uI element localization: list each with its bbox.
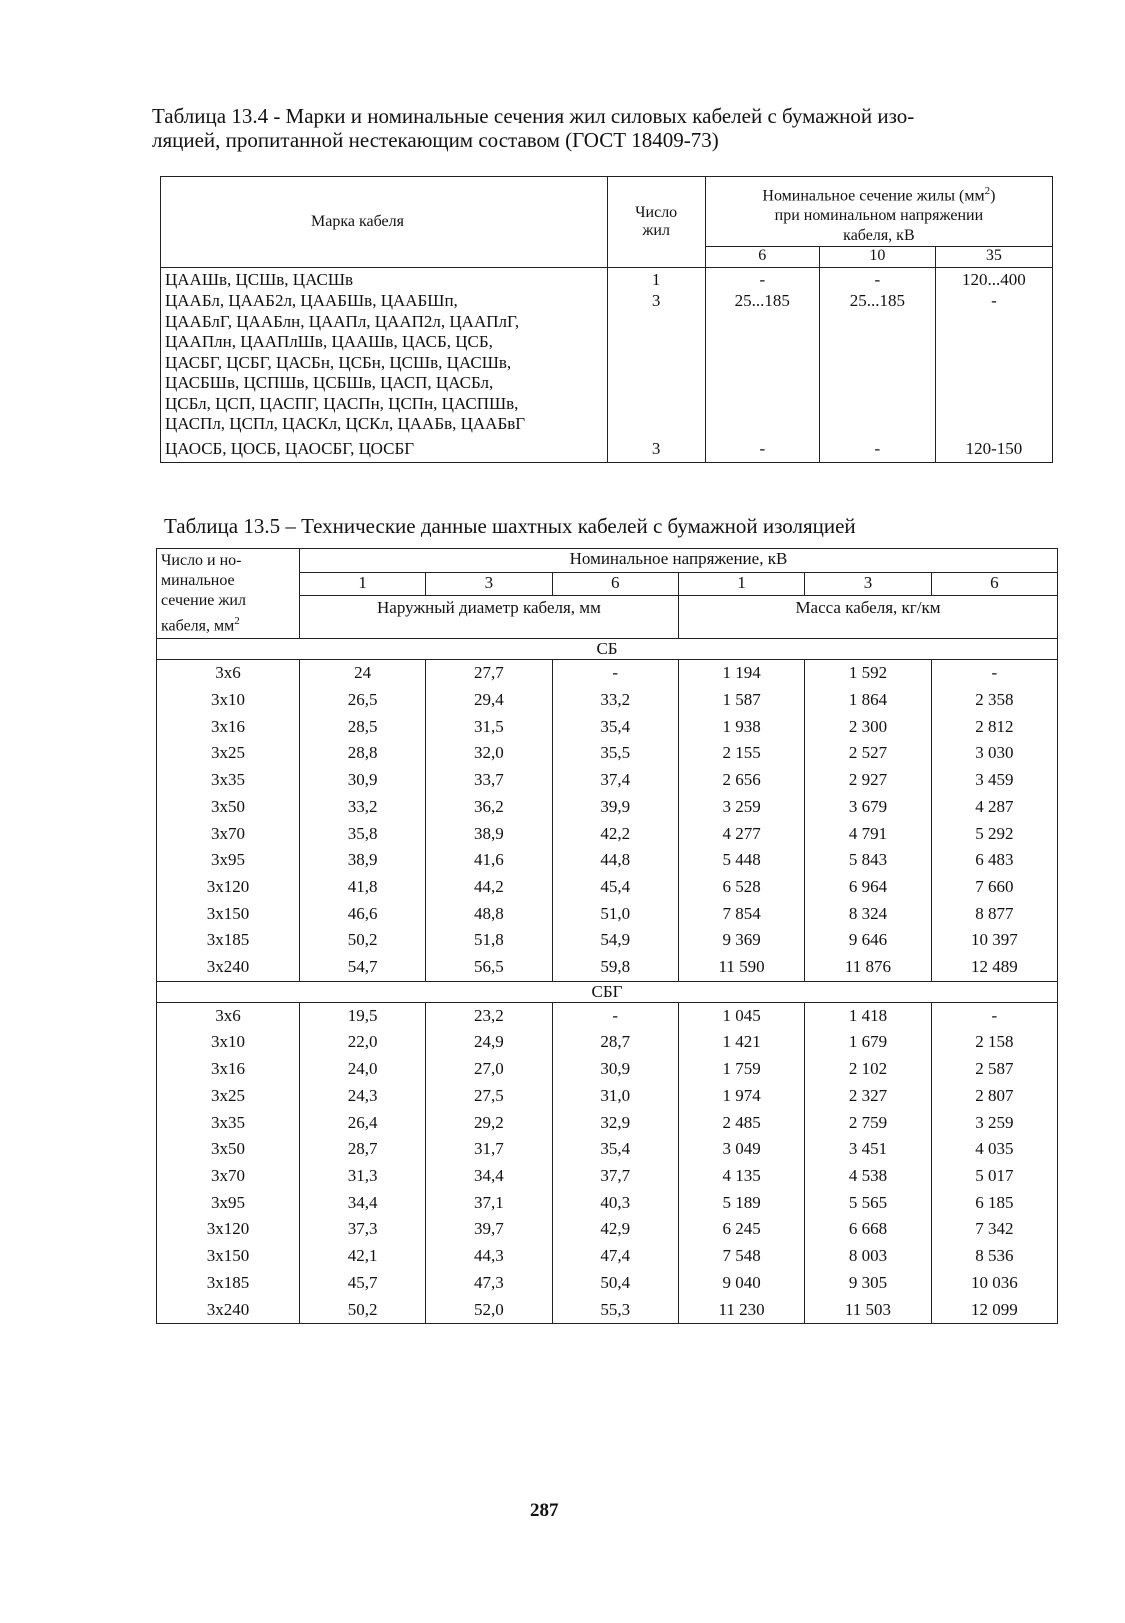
m6-value: 5 292 [975,823,1014,843]
section-cell [157,1002,300,1323]
m1-value: 4 277 [722,823,761,843]
m3-value: 4 538 [848,1165,888,1185]
d6-value: 39,9 [600,796,631,816]
section-value: 3x50 [210,796,245,816]
d6-value: 45,4 [600,876,631,896]
m3-value: 3 679 [848,796,888,816]
d6-value: 44,8 [600,850,631,870]
brand-line: ЦСБл, ЦСП, ЦАСПГ, ЦАСПн, ЦСПн, ЦАСПШв, [165,393,519,413]
header-6kv: 6 [705,247,819,268]
d6-value: 51,0 [600,903,631,923]
d6-value: - [612,663,619,683]
section-value: 3x150 [206,1246,250,1266]
d6-cell [552,660,678,981]
m6-value: 7 660 [975,876,1014,896]
m3-value: 8 003 [848,1246,888,1266]
section-value: 3x95 [210,850,245,870]
m3-value: 9 646 [848,930,888,950]
brand-line: ЦАОСБ, ЦОСБ, ЦАОСБГ, ЦОСБГ [165,439,415,459]
d3-value: 29,4 [474,690,504,710]
d6-value: 37,4 [600,770,631,790]
m1-value: 7 854 [722,903,761,923]
m1-value: 1 421 [722,1032,761,1052]
m6-value: 10 036 [970,1272,1018,1292]
m3-value: 11 876 [844,957,892,977]
header-section-text: Номинальное сечение жилы (мм [762,187,985,205]
m1-value: 5 448 [722,850,761,870]
d6-value: 35,4 [600,1139,631,1159]
section-value: 3x185 [206,1272,250,1292]
d1-value: 34,4 [347,1192,378,1212]
d3-value: 29,2 [474,1112,504,1132]
v10-value: - [874,270,881,290]
d3-value: 41,6 [474,850,504,870]
header-voltage-value: 6 [552,572,678,596]
d3-value: 33,7 [474,770,504,790]
v10-value: 25...185 [849,290,905,310]
m3-value: 4 791 [848,823,888,843]
header-section-line-1 [706,181,1052,206]
m6-value: 12 489 [970,957,1018,977]
m6-value: - [991,1005,998,1025]
m1-value: 6 245 [722,1219,761,1239]
m1-value: 9 040 [722,1272,761,1292]
d3-value: 47,3 [474,1272,504,1292]
section-value: 3x16 [210,1059,245,1079]
m1-value: 3 259 [722,796,761,816]
caption-line-1: Таблица 13.4 - Марки и номинальные сечения жил силовых кабелей с бумажной изо- [152,104,915,128]
m6-cell [931,660,1057,981]
d3-value: 23,2 [474,1005,504,1025]
m6-value: 2 812 [975,716,1014,736]
m1-cell [678,660,804,981]
d3-value: 48,8 [474,903,504,923]
d1-value: 50,2 [347,1299,378,1319]
m3-value: 1 592 [848,663,888,683]
d3-value: 27,0 [474,1059,504,1079]
table-13-5 [156,548,1058,1324]
cores-cell [607,268,705,437]
m1-value: 6 528 [722,876,761,896]
m6-value: 6 185 [975,1192,1014,1212]
m6-value: 8 877 [975,903,1014,923]
d6-value: 50,4 [600,1272,631,1292]
m1-value: 1 194 [722,663,761,683]
corner-line [161,611,295,636]
d6-value: 59,8 [600,957,631,977]
d6-value: 40,3 [600,1192,631,1212]
m6-value: 12 099 [970,1299,1018,1319]
section-value: 3x35 [210,1112,245,1132]
d1-value: 24,0 [347,1059,378,1079]
brand-line: ЦААБлГ, ЦААБлн, ЦААПл, ЦААП2л, ЦААПлГ, [165,311,520,331]
brands-cell [161,268,608,437]
m3-cell [805,660,931,981]
d6-value: 33,2 [600,690,631,710]
m3-value: 1 418 [848,1005,888,1025]
d3-value: 27,7 [474,663,504,683]
d6-value: 37,7 [600,1165,631,1185]
d1-value: 28,8 [347,743,378,763]
v6-cell [705,268,819,437]
d6-value: 35,4 [600,716,631,736]
m1-value: 1 045 [722,1005,761,1025]
brand-line: ЦААШв, ЦСШв, ЦАСШв [165,270,354,290]
v35-cell [935,268,1052,437]
d6-value: 42,2 [600,823,631,843]
d6-value: 35,5 [600,743,631,763]
v35-value: 120...400 [962,270,1026,290]
d1-value: 38,9 [347,850,378,870]
d1-value: 50,2 [347,930,378,950]
m1-value: 4 135 [722,1165,761,1185]
m6-value: 10 397 [970,930,1018,950]
v10-cell [819,268,935,437]
section-value: 3x6 [215,663,241,683]
d3-value: 52,0 [474,1299,504,1319]
brand-line: ЦААБл, ЦААБ2л, ЦААБШв, ЦААБШп, [165,290,458,310]
table-13-4-caption [152,104,1052,152]
d3-cell [426,660,552,981]
d6-value: 55,3 [600,1299,631,1319]
d6-value: 28,7 [600,1032,631,1052]
m6-value: 2 807 [975,1085,1014,1105]
table-row [161,268,1053,437]
header-cores-text: Число жил [635,204,678,240]
group-label: СБГ [157,981,1058,1002]
header-voltage-value: 3 [426,572,552,596]
m3-value: 5 843 [848,850,888,870]
m3-value: 2 327 [848,1085,888,1105]
m6-value: 6 483 [975,850,1014,870]
header-section-end: ) [990,187,996,205]
m6-value: 3 259 [975,1112,1014,1132]
header-corner [157,549,300,639]
v6-value: 25...185 [734,290,790,310]
d6-value: 31,0 [600,1085,631,1105]
m3-value: 6 964 [848,876,888,896]
m1-value: 2 485 [722,1112,761,1132]
d6-value: - [612,1005,619,1025]
group-label: СБ [157,639,1058,660]
m6-value: 2 587 [975,1059,1014,1079]
header-voltage: Номинальное напряжение, кВ [299,549,1057,573]
cores-value: 3 [651,290,661,310]
v6-value: - [705,437,819,462]
section-value: 3x120 [206,1219,250,1239]
section-value: 3x70 [210,1165,245,1185]
m6-cell [931,1002,1057,1323]
m1-value: 3 049 [722,1139,761,1159]
d1-value: 28,7 [347,1139,378,1159]
v10-value: - [819,437,935,462]
caption-line-2: ляцией, пропитанной нестекающим составом (ГОСТ 18409-73) [152,128,719,152]
header-section [705,177,1052,247]
d1-value: 46,6 [347,903,378,923]
d1-value: 24 [354,663,372,683]
section-value: 3x95 [210,1192,245,1212]
m6-value: 7 342 [975,1219,1014,1239]
m3-cell [805,1002,931,1323]
m1-value: 1 587 [722,690,761,710]
m3-value: 6 668 [848,1219,888,1239]
section-value: 3x16 [210,716,245,736]
d3-value: 37,1 [474,1192,504,1212]
corner-line: сечение жил [161,592,246,609]
group-row [157,981,1058,1002]
v6-value: - [759,270,766,290]
m1-cell [678,1002,804,1323]
section-value: 3x50 [210,1139,245,1159]
d1-value: 19,5 [347,1005,378,1025]
brand-line: ЦААПлн, ЦААПлШв, ЦААШв, ЦАСБ, ЦСБ, [165,332,493,352]
m1-value: 1 759 [722,1059,761,1079]
m1-value: 11 230 [718,1299,765,1319]
header-voltage-value: 1 [678,572,804,596]
d6-value: 42,9 [600,1219,631,1239]
d3-cell [426,1002,552,1323]
section-value: 3x6 [215,1005,241,1025]
v35-value: - [991,290,997,310]
header-diameter: Наружный диаметр кабеля, мм [299,596,678,639]
table-body [157,639,1058,1324]
m3-value: 9 305 [848,1272,888,1292]
d1-cell [299,1002,425,1323]
d3-value: 51,8 [474,930,504,950]
header-mass: Масса кабеля, кг/км [678,596,1057,639]
d1-value: 33,2 [347,796,378,816]
brand-line: ЦАСПл, ЦСПл, ЦАСКл, ЦСКл, ЦААБв, ЦААБвГ [165,414,526,434]
d3-value: 39,7 [474,1219,504,1239]
table-row [161,437,1053,462]
m1-value: 7 548 [722,1246,761,1266]
d1-value: 26,4 [347,1112,378,1132]
header-section-line-2: при номинальном напряжении [774,207,984,225]
header-voltage-value: 1 [299,572,425,596]
header-35kv: 35 [935,247,1052,268]
d3-value: 32,0 [474,743,504,763]
d1-value: 41,8 [347,876,378,896]
d3-value: 44,2 [474,876,504,896]
d1-value: 42,1 [347,1246,378,1266]
v35-value: 120-150 [935,437,1052,462]
m1-value: 11 590 [718,957,765,977]
d3-value: 44,3 [474,1246,504,1266]
section-value: 3x240 [206,1299,250,1319]
corner-line: Число и но- [161,552,242,569]
m3-value: 2 102 [848,1059,888,1079]
d1-value: 22,0 [347,1032,378,1052]
d3-value: 24,9 [474,1032,504,1052]
cores-value: 3 [607,437,705,462]
table-row [157,1002,1058,1323]
d3-value: 56,5 [474,957,504,977]
m3-value: 2 300 [848,716,888,736]
d1-value: 30,9 [347,770,378,790]
section-value: 3x185 [206,930,250,950]
m6-value: 2 358 [975,690,1014,710]
d1-value: 37,3 [347,1219,378,1239]
header-voltage-value: 3 [805,572,931,596]
section-value: 3x240 [206,957,250,977]
d1-value: 26,5 [347,690,378,710]
header-section-sup: 2 [984,185,991,197]
header-brand: Марка кабеля [161,177,608,268]
section-value: 3x10 [210,690,245,710]
m1-value: 2 656 [722,770,761,790]
d3-value: 38,9 [474,823,504,843]
section-cell [157,660,300,981]
d1-value: 28,5 [347,716,378,736]
section-value: 3x35 [210,770,245,790]
table-13-4 [160,176,1053,463]
d6-value: 54,9 [600,930,631,950]
header-10kv: 10 [819,247,935,268]
d1-value: 31,3 [347,1165,378,1185]
m6-value: 3 030 [975,743,1014,763]
d6-value: 30,9 [600,1059,631,1079]
corner-line-text: кабеля, мм [161,617,235,635]
m1-value: 5 189 [722,1192,761,1212]
m1-value: 9 369 [722,930,761,950]
m3-value: 1 679 [848,1032,888,1052]
d1-cell [299,660,425,981]
d3-value: 36,2 [474,796,504,816]
m6-value: 5 017 [975,1165,1014,1185]
m6-value: 4 287 [975,796,1014,816]
m3-value: 5 565 [848,1192,888,1212]
section-value: 3x25 [210,743,245,763]
d1-value: 24,3 [347,1085,378,1105]
m3-value: 2 527 [848,743,888,763]
m6-value: 2 158 [975,1032,1014,1052]
m3-value: 2 927 [848,770,888,790]
m3-value: 1 864 [848,690,888,710]
m3-value: 3 451 [848,1139,888,1159]
d6-value: 47,4 [600,1246,631,1266]
brand-line: ЦАСБШв, ЦСПШв, ЦСБШв, ЦАСП, ЦАСБл, [165,373,494,393]
m3-value: 8 324 [848,903,888,923]
d3-value: 31,5 [474,716,504,736]
m3-value: 11 503 [844,1299,892,1319]
group-row [157,639,1058,660]
d6-value: 32,9 [600,1112,631,1132]
cores-value: 1 [651,270,661,290]
section-value: 3x150 [206,903,250,923]
corner-sup: 2 [234,615,240,627]
table-13-5-caption: Таблица 13.5 – Технические данные шахтных кабелей с бумажной изоляцией [164,514,856,538]
m6-value: 3 459 [975,770,1014,790]
brand-line: ЦАСБГ, ЦСБГ, ЦАСБн, ЦСБн, ЦСШв, ЦАСШв, [165,352,512,372]
page-number: 287 [530,1500,559,1521]
m6-value: 4 035 [975,1139,1014,1159]
m1-value: 1 974 [722,1085,761,1105]
section-value: 3x25 [210,1085,245,1105]
m1-value: 2 155 [722,743,761,763]
m6-value: - [991,663,998,683]
d1-value: 45,7 [347,1272,378,1292]
d1-value: 54,7 [347,957,378,977]
d3-value: 34,4 [474,1165,504,1185]
d6-cell [552,1002,678,1323]
m1-value: 1 938 [722,716,761,736]
header-voltage-value: 6 [931,572,1057,596]
corner-line: минальное [161,572,235,589]
m6-value: 8 536 [975,1246,1014,1266]
m3-value: 2 759 [848,1112,888,1132]
d3-value: 27,5 [474,1085,504,1105]
section-value: 3x120 [206,876,250,896]
brands-cell [161,437,608,462]
header-cores [607,177,705,268]
d1-value: 35,8 [347,823,378,843]
d3-value: 31,7 [474,1139,504,1159]
section-value: 3x70 [210,823,245,843]
section-value: 3x10 [210,1032,245,1052]
header-section-line-3: кабеля, кВ [843,227,915,245]
table-row [157,660,1058,981]
